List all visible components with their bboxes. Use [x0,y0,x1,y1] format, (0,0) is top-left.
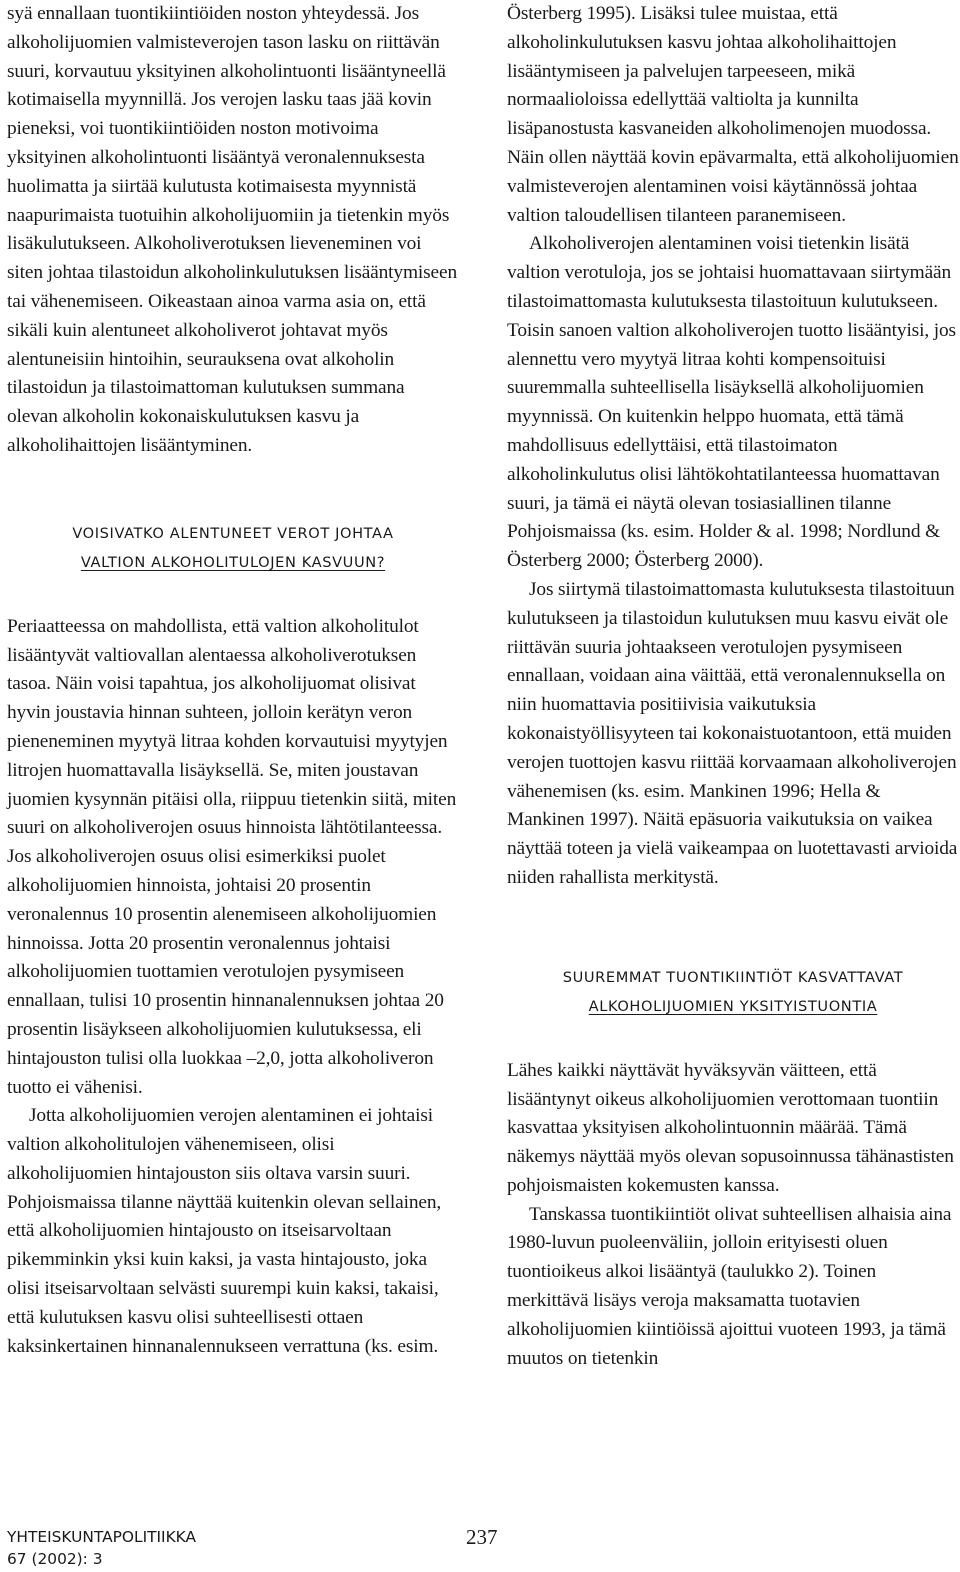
spacer [7,461,459,519]
journal-issue: 67 (2002): 3 [7,1550,103,1568]
journal-footer [7,1526,196,1570]
right-paragraph-2: Alkoholiverojen alentaminen voisi tietenkin lisätä valtion verotuloja, jos se johtaisi huomattavaan siirtymään tilastoimattomasta kulutuksesta tilastoituun kulutukseen. Toisin sanoen valtion alkoholiverojen tuotto lisääntyisi, jos alennettu vero myytyä litraa kohti kompensoituisi suuremmalla suhteellisella lisäyksellä alkoholijuomien myynnissä. On kuitenkin helppo huomata, että tämä mahdollisuus edellyttäisi, että tilastoimaton alkoholinkulutus olisi lähtökohtatilanteessa huomattavan suuri, ja tämä ei näytä olevan tosiasiallinen tilanne Pohjoismaissa (ks. esim. Holder & al. 1998; Nordlund & Österberg 2000; Österberg 2000). [507,233,956,572]
spacer [7,577,459,613]
right-paragraph-1: Österberg 1995). Lisäksi tulee muistaa, että alkoholinkulutuksen kasvu johtaa alkoholihaittojen lisääntymiseen ja palvelujen tarpeeseen, mikä normaalioloissa edellyttää valtiolta ja kunnilta lisäpanostusta kasvaneiden alkoholimenojen muodossa. Näin ollen näyttää kovin epävarmalta, että alkoholijuomien valmisteverojen alentaminen voisi käytännössä johtaa valtion taloudellisen tilanteen paranemiseen. [507,3,959,226]
left-paragraph-2: Periaatteessa on mahdollista, että valtion alkoholitulot lisääntyvät valtiovallan alentaessa alkoholiverotuksen tasoa. Näin voisi tapahtua, jos alkoholijuomat olisivat hyvin joustavia hinnan suhteen, jolloin kerätyn veron pieneneminen myytyä litraa kohden korvautuisi myytyjen litrojen huomattavalla lisäyksellä. Se, miten joustavan juomien kysynnän pitäisi olla, riippuu tietenkin siitä, miten suuri on alkoholiverojen osuus hinnoista lähtötilanteessa. Jos alkoholiverojen osuus olisi esimerkiksi puolet alkoholijuomien hinnoista, johtaisi 20 prosentin veronalennus 10 prosentin alenemiseen alkoholijuomien hinnoissa. Jotta 20 prosentin veronalennus johtaisi alkoholijuomien tuottamien verotulojen pysymiseen ennallaan, tulisi 10 prosentin hinnanalennuksen johtaa 20 prosentin lisäykseen alkoholijuomien kulutuksessa, eli hintajouston tulisi olla luokkaa –2,0, jotta alkoholiveron tuotto ei vähenisi. [7,615,457,1098]
right-column [507,0,959,1373]
right-paragraph-4: Lähes kaikki näyttävät hyväksyvän väitteen, että lisääntynyt oikeus alkoholijuomien verottomaan tuontiin kasvattaa yksityisen alkoholintuonnin määrää. Tämä näkemys näyttää myös olevan sopusoinnussa tähänastisten pohjoismaisten kokemusten kanssa. [507,1059,954,1196]
left-column [7,0,459,1361]
page-number: 237 [466,1525,498,1549]
section-heading-2-line1: SUUREMMAT TUONTIKIINTIÖT KASVATTAVAT [562,968,904,986]
spacer [507,1021,959,1057]
section-heading-1 [7,519,459,577]
left-paragraph-3: Jotta alkoholijuomien verojen alentaminen ei johtaisi valtion alkoholitulojen vähenemiseen, olisi alkoholijuomien hintajouston siis oltava varsin suuri. Pohjoismaissa tilanne näyttää kuitenkin olevan sellainen, että alkoholijuomien hintajousto on itseisarvoltaan pikemminkin yksi kuin kaksi, ja vasta hintajousto, joka olisi itseisarvoltaan selvästi suurempi kuin kaksi, takaisi, että kulutuksen kasvu olisi suhteellisesti ottaen kaksinkertainen hinnanalennukseen verrattuna (ks. esim. [7,1105,442,1357]
section-heading-2-line2: ALKOHOLIJUOMIEN YKSITYISTUONTIA [588,997,878,1015]
spacer [507,893,959,963]
section-heading-1-line2: VALTION ALKOHOLITULOJEN KASVUUN? [80,553,386,571]
right-paragraph-5: Tanskassa tuontikiintiöt olivat suhteellisen alhaisia aina 1980-luvun puoleenväliin, jolloin erityisesti oluen tuontioikeus alkoi lisääntyä (taulukko 2). Toinen merkittävä lisäys veroja maksamatta tuotavien alkoholijuomien kiintiöissä ajoittui vuoteen 1993, ja tämä muutos on tietenkin [507,1203,952,1369]
left-paragraph-1: syä ennallaan tuontikiintiöiden noston yhteydessä. Jos alkoholijuomien valmisteverojen tason lasku on riittävän suuri, korvautuu yksityinen alkoholintuonti lisääntyneellä kotimaisella myynnillä. Jos verojen lasku taas jää kovin pieneksi, voi tuontikiintiöiden noston motivoima yksityinen alkoholintuonti lisääntyä veronalennuksesta huolimatta ja siirtää kulutusta kotimaisesta myynnistä naapurimaista tuotuihin alkoholijuomiin ja tietenkin myös lisäkulutukseen. Alkoholiverotuksen lieveneminen voi siten johtaa tilastoidun alkoholinkulutuksen lisääntymiseen tai vähenemiseen. Oikeastaan ainoa varma asia on, että sikäli kuin alentuneet alkoholiverot johtavat myös alentuneisiin hintoihin, seurauksena ovat alkoholin tilastoidun ja tilastoimattoman kulutuksen summana olevan alkoholin kokonaiskulutuksen kasvu ja alkoholihaittojen lisääntyminen. [7,3,457,456]
section-heading-2 [507,963,959,1021]
journal-name: YHTEISKUNTAPOLITIIKKA [7,1528,197,1546]
right-paragraph-3: Jos siirtymä tilastoimattomasta kulutuksesta tilastoituun kulutukseen ja tilastoidun kulutuksen muu kasvu eivät ole riittävän suuria johtaakseen verotulojen pysymiseen ennallaan, voidaan aina väittää, että veronalennuksella on niin huomattavia positiivisia vaikutuksia kokonaistyöllisyyteen tai kokonaistuotantoon, että muiden verojen tuottojen kasvu riittää korvaamaan alkoholiverojen vähenemisen (ks. esim. Mankinen 1996; Hella & Mankinen 1997). Näitä epäsuoria vaikutuksia on vaikea näyttää toteen ja vielä vaikeampaa on luotettavasti arvioida niiden rahallista merkitystä. [507,578,958,888]
section-heading-1-line1: VOISIVATKO ALENTUNEET VEROT JOHTAA [72,524,394,542]
